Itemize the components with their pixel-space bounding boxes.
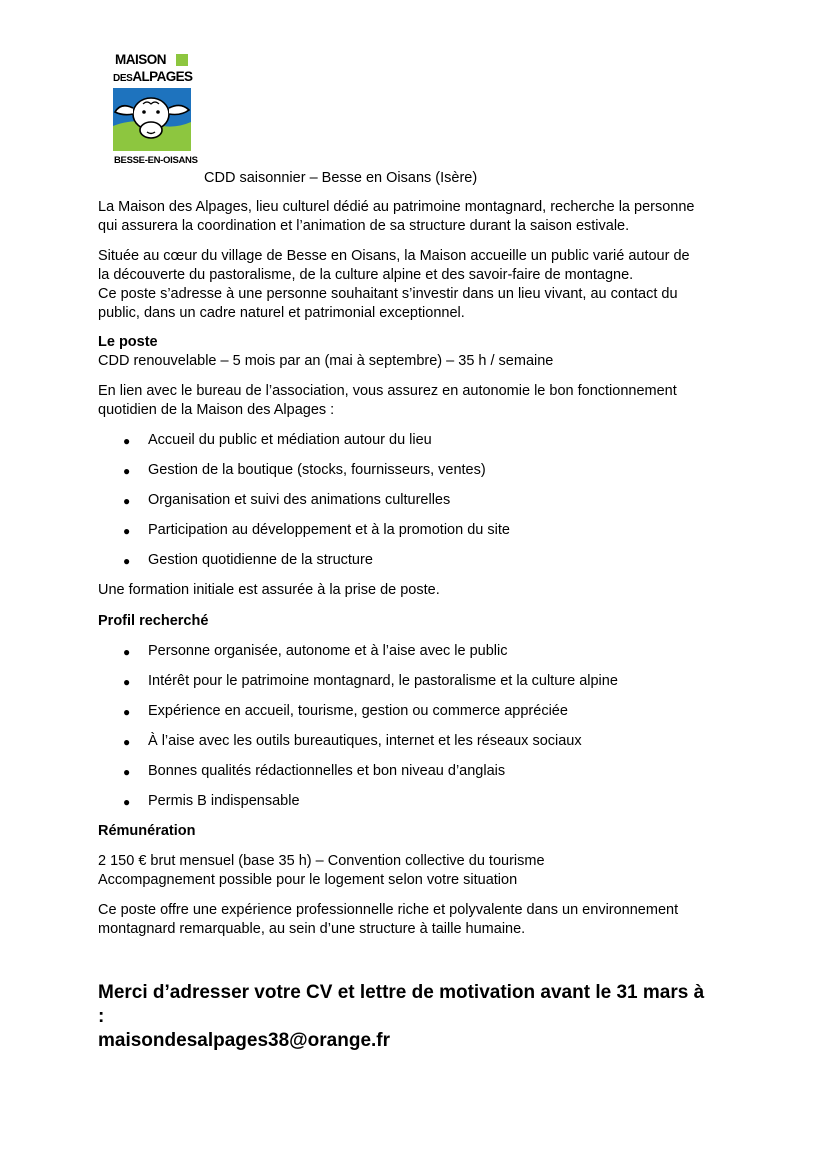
page-title: CDD saisonnier – Besse en Oisans (Isère) [204,170,478,186]
closing-line-1: Ce poste offre une expérience professionnelle riche et polyvalente dans un environnement [98,902,679,918]
list-item: Organisation et suivi des animations culturelles [148,492,451,508]
contact-email[interactable]: maisondesalpages38@orange.fr [98,1030,391,1051]
bullet-icon: ● [123,524,131,538]
bullet-icon: ● [123,645,131,659]
situation-line-3: Ce poste s’adresse à une personne souhaitant s’investir dans un lieu vivant, au contact du [98,286,678,302]
logo-line1: MAISON [115,52,166,67]
situation-line-1: Située au cœur du village de Besse en Oisans, la Maison accueille un public varié autour de [98,248,690,264]
list-item: Gestion de la boutique (stocks, fournisseurs, ventes) [148,462,486,478]
bullet-icon: ● [123,675,131,689]
contact-instruction: Merci d’adresser votre CV et lettre de motivation avant le 31 mars à [98,982,705,1003]
bullet-icon: ● [123,705,131,719]
section-heading-poste: Le poste [98,334,158,350]
list-item: Intérêt pour le patrimoine montagnard, le pastoralisme et la culture alpine [148,673,618,689]
closing-line-2: montagnard remarquable, au sein d’une structure à taille humaine. [98,921,526,937]
bullet-icon: ● [123,795,131,809]
bullet-icon: ● [123,554,131,568]
logo-line2: DESALPAGES [113,69,193,84]
logo-subtitle: BESSE-EN-OISANS [114,155,198,166]
poste-lead-line-1: En lien avec le bureau de l’association, vous assurez en autonomie le bon fonctionnement [98,383,677,399]
list-item: Gestion quotidienne de la structure [148,552,373,568]
sheep-logo-icon [113,88,191,151]
list-item: Accueil du public et médiation autour du lieu [148,432,432,448]
list-item: Participation au développement et à la promotion du site [148,522,510,538]
intro-line-1: La Maison des Alpages, lieu culturel dédié au patrimoine montagnard, recherche la personne [98,199,695,215]
salary-line: 2 150 € brut mensuel (base 35 h) – Convention collective du tourisme [98,853,545,869]
situation-line-4: public, dans un cadre naturel et patrimonial exceptionnel. [98,305,465,321]
contact-instruction-colon: : [98,1006,105,1027]
situation-line-2: la découverte du pastoralisme, de la culture alpine et des savoir-faire de montagne. [98,267,634,283]
section-heading-profil: Profil recherché [98,613,209,629]
maison-des-alpages-logo [113,52,198,168]
bullet-icon: ● [123,434,131,448]
bullet-icon: ● [123,494,131,508]
housing-line: Accompagnement possible pour le logement selon votre situation [98,872,518,888]
list-item: Permis B indispensable [148,793,300,809]
bullet-icon: ● [123,464,131,478]
list-item: Expérience en accueil, tourisme, gestion ou commerce appréciée [148,703,568,719]
bullet-icon: ● [123,765,131,779]
formation-line: Une formation initiale est assurée à la prise de poste. [98,582,440,598]
section-heading-remuneration: Rémunération [98,823,196,839]
intro-line-2: qui assurera la coordination et l’animation de sa structure durant la saison estivale. [98,218,630,234]
list-item: Personne organisée, autonome et à l’aise avec le public [148,643,508,659]
contract-line: CDD renouvelable – 5 mois par an (mai à septembre) – 35 h / semaine [98,353,554,369]
logo-green-square [176,54,188,66]
bullet-icon: ● [123,735,131,749]
list-item: Bonnes qualités rédactionnelles et bon niveau d’anglais [148,763,506,779]
list-item: À l’aise avec les outils bureautiques, internet et les réseaux sociaux [148,733,582,749]
poste-lead-line-2: quotidien de la Maison des Alpages : [98,402,335,418]
